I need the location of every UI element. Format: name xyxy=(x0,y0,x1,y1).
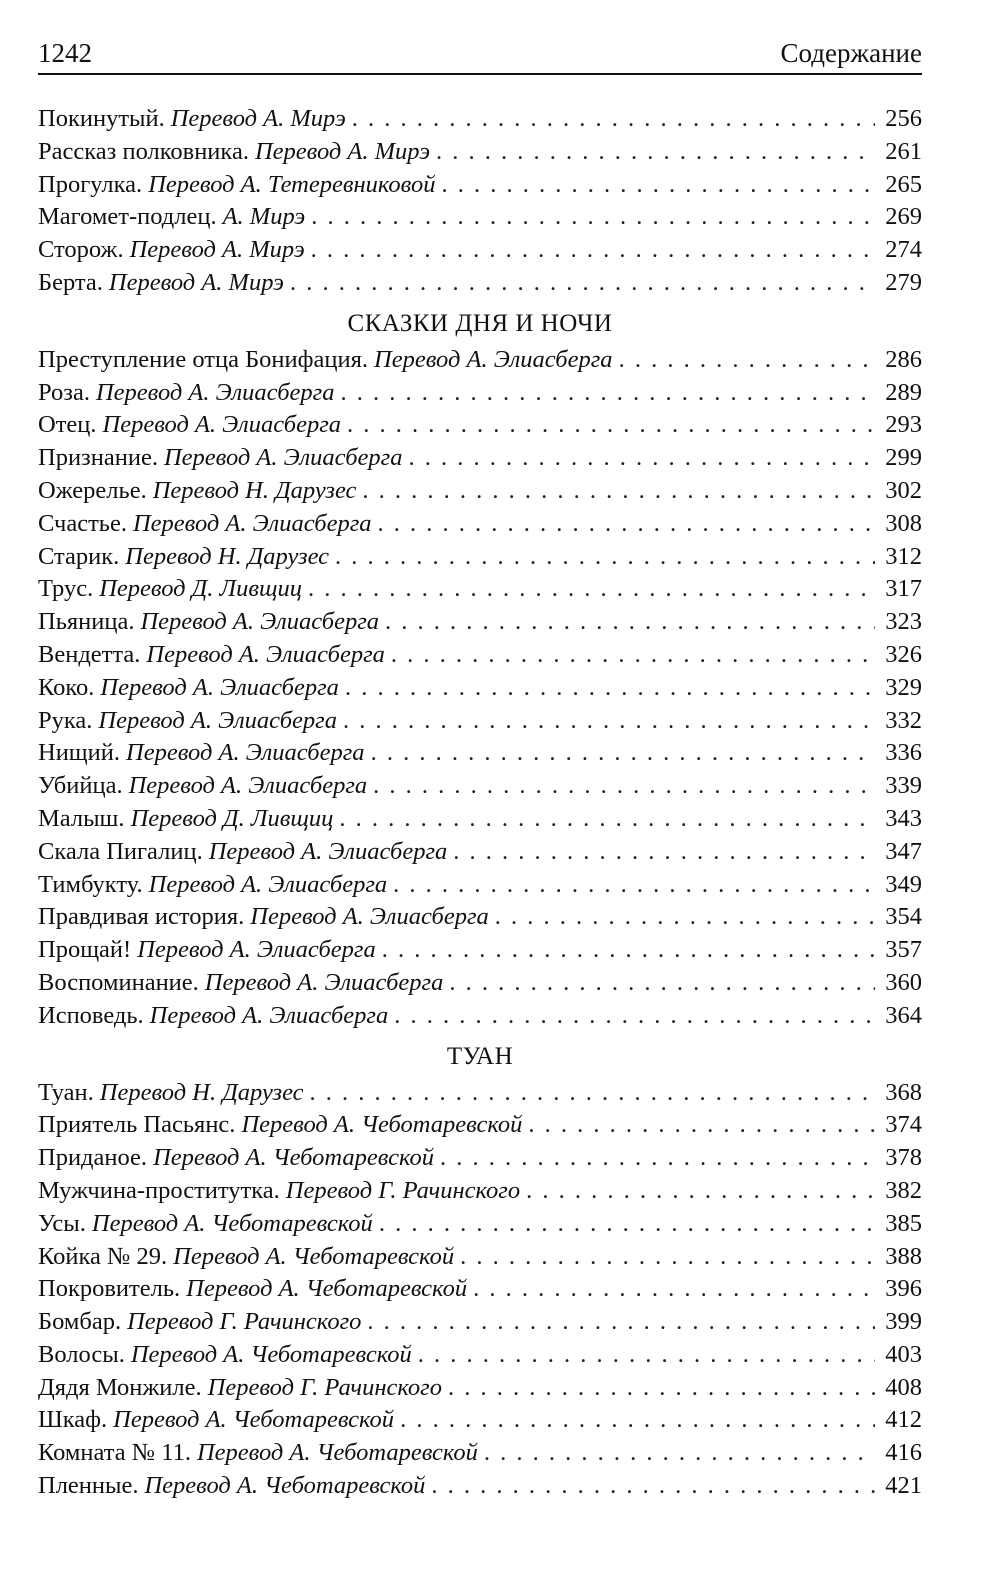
section-heading: СКАЗКИ ДНЯ И НОЧИ xyxy=(347,309,613,337)
dot-leader xyxy=(310,1077,876,1110)
entry-translator: Перевод А. Чеботаревской xyxy=(241,1111,523,1139)
dot-leader xyxy=(352,103,875,136)
entry-title: Пленные. xyxy=(38,1472,139,1500)
entry-title: Коко. xyxy=(38,673,95,701)
entry-page-number: 293 xyxy=(885,411,922,439)
entry-page-number: 412 xyxy=(885,1406,922,1434)
entry-translator: Перевод А. Чеботаревской xyxy=(130,1340,412,1368)
entry-page-number: 343 xyxy=(885,804,922,832)
dot-leader xyxy=(311,234,876,267)
entry-title: Покинутый. xyxy=(38,105,165,132)
dot-leader xyxy=(391,639,875,672)
dot-leader xyxy=(373,770,875,803)
entry-title: Комната № 11. xyxy=(38,1439,191,1467)
entry-page-number: 416 xyxy=(885,1439,922,1467)
entry-translator: Перевод А. Элиасберга xyxy=(132,509,372,537)
page-number: 1242 xyxy=(38,38,92,68)
toc-entry xyxy=(38,475,922,508)
entry-title: Роза. xyxy=(38,378,90,406)
entry-translator: Перевод А. Чеботаревской xyxy=(173,1242,455,1270)
entry-page-number: 378 xyxy=(885,1144,922,1172)
entry-page-number: 396 xyxy=(885,1275,922,1303)
entry-translator: А. Мирэ xyxy=(222,203,306,231)
entry-title: Усы. xyxy=(38,1209,86,1237)
entry-title: Магомет-подлец. xyxy=(38,203,217,231)
entry-page-number: 256 xyxy=(885,105,922,132)
entry-translator: Перевод Г. Рачинского xyxy=(285,1176,521,1204)
entry-page-number: 357 xyxy=(885,936,922,964)
entry-translator: Перевод Г. Рачинского xyxy=(127,1308,362,1336)
entry-translator: Перевод А. Элиасберга xyxy=(148,870,388,898)
dot-leader xyxy=(347,409,875,442)
toc-entry xyxy=(38,1372,922,1405)
toc-entry xyxy=(38,344,922,377)
entry-title: Исповедь. xyxy=(38,1001,144,1029)
entry-page-number: 323 xyxy=(885,608,922,636)
toc-entry xyxy=(38,1470,922,1503)
entry-translator: Перевод А. Элиасберга xyxy=(95,378,335,406)
entry-translator: Перевод Н. Дарузес xyxy=(152,476,357,504)
toc-entry xyxy=(38,1000,922,1033)
toc-entry xyxy=(38,606,922,639)
entry-title: Сторож. xyxy=(38,236,124,264)
entry-translator: Перевод А. Элиасберга xyxy=(250,903,489,931)
entry-translator: Перевод А. Чеботаревской xyxy=(113,1406,395,1434)
entry-page-number: 368 xyxy=(885,1078,922,1106)
entry-title: Признание. xyxy=(38,444,158,472)
entry-page-number: 360 xyxy=(885,968,922,996)
book-page xyxy=(38,36,922,1503)
entry-page-number: 302 xyxy=(885,476,922,504)
toc-entry xyxy=(38,1306,922,1339)
dot-leader xyxy=(290,267,875,300)
entry-page-number: 336 xyxy=(885,739,922,767)
entry-translator: Перевод А. Элиасберга xyxy=(140,608,379,636)
entry-translator: Перевод А. Элиасберга xyxy=(204,968,444,996)
toc-entry xyxy=(38,836,922,869)
entry-page-number: 329 xyxy=(885,673,922,701)
entry-translator: Перевод А. Элиасберга xyxy=(146,640,385,668)
entry-translator: Перевод А. Элиасберга xyxy=(98,706,337,734)
toc-entry xyxy=(38,573,922,606)
dot-leader xyxy=(335,541,875,574)
entry-page-number: 354 xyxy=(885,903,922,931)
entry-page-number: 279 xyxy=(885,268,922,296)
entry-title: Бомбар. xyxy=(38,1308,122,1336)
entry-page-number: 299 xyxy=(885,444,922,472)
entry-title: Воспоминание. xyxy=(38,968,199,996)
entry-translator: Перевод А. Элиасберга xyxy=(100,673,339,701)
toc-entry xyxy=(38,1109,922,1142)
entry-title: Вендетта. xyxy=(38,640,141,668)
entry-page-number: 312 xyxy=(885,542,922,570)
entry-title: Приятель Пасьянс. xyxy=(38,1111,236,1139)
dot-leader xyxy=(400,1404,875,1437)
entry-title: Рука. xyxy=(38,706,93,734)
entry-page-number: 289 xyxy=(885,378,922,406)
toc-entry xyxy=(38,901,922,934)
toc-entry xyxy=(38,1339,922,1372)
entry-page-number: 364 xyxy=(885,1001,922,1029)
entry-translator: Перевод А. Элиасберга xyxy=(163,444,403,472)
entry-translator: Перевод А. Чеботаревской xyxy=(153,1144,434,1172)
running-title: Содержание xyxy=(780,38,922,68)
dot-leader xyxy=(431,1470,875,1503)
dot-leader xyxy=(362,475,875,508)
dot-leader xyxy=(473,1273,875,1306)
entry-page-number: 347 xyxy=(885,837,922,865)
entry-translator: Перевод А. Элиасберга xyxy=(374,345,613,373)
entry-translator: Перевод А. Мирэ xyxy=(108,268,284,296)
entry-translator: Перевод А. Элиасберга xyxy=(102,411,342,439)
entry-page-number: 374 xyxy=(885,1111,922,1139)
entry-translator: Перевод Д. Ливщиц xyxy=(130,804,334,832)
dot-leader xyxy=(495,901,875,934)
dot-leader xyxy=(343,705,875,738)
entry-title: Правдивая история. xyxy=(38,903,245,931)
entry-page-number: 317 xyxy=(885,575,922,603)
toc-entry xyxy=(38,377,922,410)
entry-translator: Перевод А. Чеботаревской xyxy=(196,1439,478,1467)
dot-leader xyxy=(393,869,875,902)
entry-page-number: 339 xyxy=(885,772,922,800)
dot-leader xyxy=(340,377,875,410)
entry-translator: Перевод Г. Рачинского xyxy=(207,1373,442,1401)
entry-page-number: 385 xyxy=(885,1209,922,1237)
entry-page-number: 382 xyxy=(885,1176,922,1204)
toc-entry xyxy=(38,508,922,541)
toc-entry xyxy=(38,103,922,136)
dot-leader xyxy=(379,1208,875,1241)
entry-translator: Перевод А. Мирэ xyxy=(254,137,431,165)
entry-translator: Перевод А. Элиасберга xyxy=(137,936,376,964)
entry-page-number: 403 xyxy=(885,1340,922,1368)
entry-translator: Перевод А. Чеботаревской xyxy=(91,1209,373,1237)
entry-title: Малыш. xyxy=(38,804,125,832)
entry-page-number: 349 xyxy=(885,870,922,898)
entry-translator: Перевод Д. Ливщиц xyxy=(99,575,302,603)
entry-page-number: 326 xyxy=(885,640,922,668)
entry-title: Пьяница. xyxy=(38,608,135,636)
toc-entry xyxy=(38,1208,922,1241)
entry-page-number: 388 xyxy=(885,1242,922,1270)
entry-translator: Перевод А. Тетеревниковой xyxy=(148,170,436,198)
dot-leader xyxy=(460,1241,875,1274)
toc-entry xyxy=(38,1241,922,1274)
entry-title: Ожерелье. xyxy=(38,476,147,504)
entry-title: Старик. xyxy=(38,542,120,570)
entry-translator: Перевод Н. Дарузес xyxy=(99,1078,304,1106)
toc-entry xyxy=(38,541,922,574)
dot-leader xyxy=(311,201,875,234)
toc-entry xyxy=(38,1404,922,1437)
entry-title: Мужчина-проститутка. xyxy=(38,1176,280,1204)
dot-leader xyxy=(308,573,875,606)
entry-translator: Перевод А. Элиасберга xyxy=(126,739,365,767)
toc-entry xyxy=(38,1175,922,1208)
dot-leader xyxy=(440,1142,875,1175)
entry-translator: Перевод А. Элиасберга xyxy=(149,1001,389,1029)
toc-entry xyxy=(38,267,922,300)
dot-leader xyxy=(449,967,875,1000)
dot-leader xyxy=(378,508,876,541)
dot-leader xyxy=(371,737,876,770)
toc-entry xyxy=(38,934,922,967)
dot-leader xyxy=(408,442,875,475)
entry-title: Нищий. xyxy=(38,739,121,767)
entry-page-number: 261 xyxy=(885,137,922,165)
entry-page-number: 286 xyxy=(885,345,922,373)
dot-leader xyxy=(436,136,875,169)
entry-page-number: 332 xyxy=(885,706,922,734)
toc-entry xyxy=(38,1077,922,1110)
entry-title: Волосы. xyxy=(38,1340,125,1368)
toc-entry xyxy=(38,967,922,1000)
entry-title: Счастье. xyxy=(38,509,127,537)
toc-entry xyxy=(38,770,922,803)
toc-entry xyxy=(38,169,922,202)
toc-entry xyxy=(38,803,922,836)
dot-leader xyxy=(448,1372,875,1405)
entry-title: Трус. xyxy=(38,575,94,603)
dot-leader xyxy=(453,836,875,869)
toc-entry xyxy=(38,672,922,705)
toc-entry xyxy=(38,639,922,672)
section-heading: ТУАН xyxy=(446,1042,514,1070)
entry-title: Скала Пигалиц. xyxy=(38,837,203,865)
entry-translator: Перевод А. Чеботаревской xyxy=(186,1275,468,1303)
entry-title: Покровитель. xyxy=(38,1275,181,1303)
toc-entry xyxy=(38,201,922,234)
entry-title: Койка № 29. xyxy=(38,1242,168,1270)
dot-leader xyxy=(385,606,875,639)
toc-entry xyxy=(38,409,922,442)
entry-page-number: 399 xyxy=(885,1308,922,1336)
dot-leader xyxy=(441,169,875,202)
entry-page-number: 265 xyxy=(885,170,922,198)
dot-leader xyxy=(339,803,875,836)
entry-page-number: 408 xyxy=(885,1373,922,1401)
table-of-contents xyxy=(38,103,922,1503)
toc-entry xyxy=(38,1142,922,1175)
toc-entry xyxy=(38,442,922,475)
entry-title: Тимбукту. xyxy=(38,870,143,898)
toc-entry xyxy=(38,869,922,902)
dot-leader xyxy=(367,1306,875,1339)
dot-leader xyxy=(528,1109,875,1142)
entry-title: Отец. xyxy=(38,411,97,439)
entry-page-number: 308 xyxy=(885,509,922,537)
toc-entry xyxy=(38,136,922,169)
entry-translator: Перевод А. Мирэ xyxy=(170,105,346,132)
entry-translator: Перевод А. Элиасберга xyxy=(128,772,368,800)
toc-entry xyxy=(38,1437,922,1470)
entry-page-number: 421 xyxy=(885,1472,922,1500)
toc-entry xyxy=(38,1273,922,1306)
entry-title: Приданое. xyxy=(38,1144,148,1172)
running-head xyxy=(38,36,922,75)
dot-leader xyxy=(619,344,876,377)
entry-title: Дядя Монжиле. xyxy=(38,1373,202,1401)
entry-title: Берта. xyxy=(38,268,103,296)
dot-leader xyxy=(345,672,875,705)
dot-leader xyxy=(526,1175,875,1208)
toc-entry xyxy=(38,737,922,770)
dot-leader xyxy=(418,1339,875,1372)
dot-leader xyxy=(484,1437,875,1470)
entry-translator: Перевод А. Элиасберга xyxy=(208,837,448,865)
entry-page-number: 274 xyxy=(885,236,922,264)
toc-entry xyxy=(38,705,922,738)
entry-title: Убийца. xyxy=(38,772,123,800)
entry-translator: Перевод Н. Дарузес xyxy=(125,542,329,570)
entry-title: Рассказ полковника. xyxy=(38,137,249,165)
entry-title: Шкаф. xyxy=(38,1406,108,1434)
toc-entry xyxy=(38,234,922,267)
dot-leader xyxy=(382,934,876,967)
entry-title: Преступление отца Бонифация. xyxy=(38,345,369,373)
entry-title: Прогулка. xyxy=(38,170,143,198)
entry-translator: Перевод А. Мирэ xyxy=(129,236,305,264)
entry-page-number: 269 xyxy=(885,203,922,231)
entry-title: Туан. xyxy=(38,1078,94,1106)
entry-title: Прощай! xyxy=(38,936,132,964)
entry-translator: Перевод А. Чеботаревской xyxy=(144,1472,426,1500)
dot-leader xyxy=(394,1000,875,1033)
